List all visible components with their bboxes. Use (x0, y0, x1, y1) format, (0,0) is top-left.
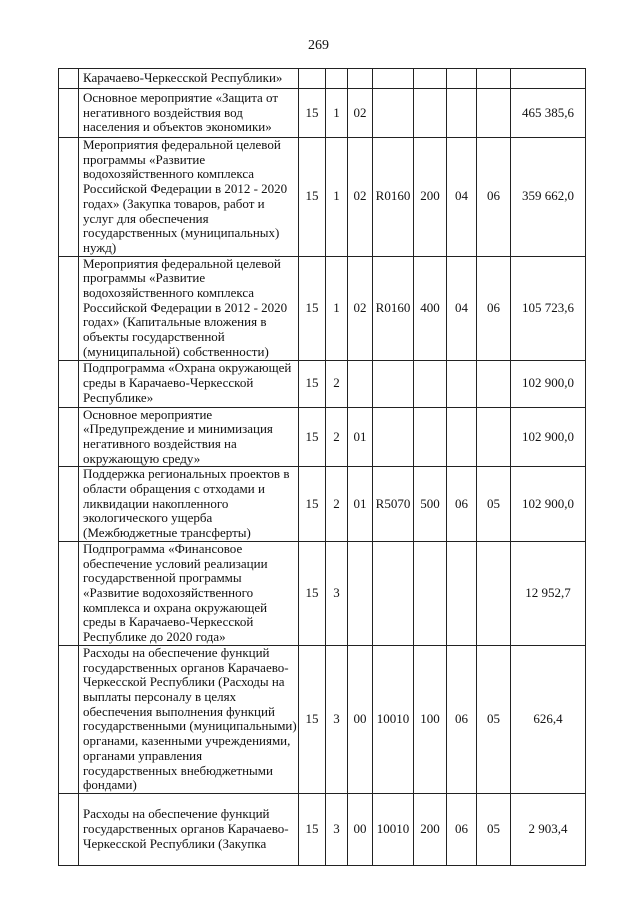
program-code-cell: 15 (299, 256, 326, 360)
direction-code-cell: R5070 (373, 467, 414, 542)
index-cell (59, 407, 79, 467)
item-name-cell: Мероприятия федеральной целевой программы «Развитие водохозяйственного комплекса Российской Федерации в 2012 - 2020 годах» (Капитальные вложения в объекты государственной (муниципальной) собственности) (79, 256, 299, 360)
expense-type-cell: 500 (414, 467, 447, 542)
subprogram-code-cell: 3 (326, 793, 348, 865)
item-name-cell: Поддержка региональных проектов в области обращения с отходами и ликвидации накопленного экологического ущерба (Межбюджетные трансферты) (79, 467, 299, 542)
subsection-cell: 05 (477, 467, 511, 542)
subprogram-code-cell: 3 (326, 541, 348, 645)
section-cell: 06 (447, 467, 477, 542)
index-cell (59, 645, 79, 793)
index-cell (59, 138, 79, 257)
subprogram-code-cell: 2 (326, 360, 348, 407)
main-activity-code-cell: 00 (348, 793, 373, 865)
direction-code-cell: 10010 (373, 793, 414, 865)
main-activity-code-cell: 02 (348, 256, 373, 360)
subsection-cell (477, 407, 511, 467)
expense-type-cell (414, 69, 447, 89)
table-row (59, 360, 586, 407)
index-cell (59, 793, 79, 865)
main-activity-code-cell: 02 (348, 138, 373, 257)
subsection-cell: 05 (477, 645, 511, 793)
item-name-cell: Подпрограмма «Финансовое обеспечение условий реализации государственной программы «Развитие водохозяйственного комплекса и охрана окружающей среды в Карачаево-Черкесской Республике до 2020 года» (79, 541, 299, 645)
subprogram-code-cell: 2 (326, 467, 348, 542)
section-cell (447, 89, 477, 138)
program-code-cell: 15 (299, 541, 326, 645)
subsection-cell (477, 89, 511, 138)
amount-cell: 102 900,0 (511, 360, 586, 407)
subsection-cell: 06 (477, 138, 511, 257)
direction-code-cell (373, 407, 414, 467)
index-cell (59, 467, 79, 542)
table-row (59, 541, 586, 645)
subprogram-code-cell: 2 (326, 407, 348, 467)
amount-cell: 105 723,6 (511, 256, 586, 360)
subprogram-code-cell: 1 (326, 138, 348, 257)
table-row (59, 467, 586, 542)
table-row (59, 793, 586, 865)
direction-code-cell: 10010 (373, 645, 414, 793)
index-cell (59, 256, 79, 360)
section-cell (447, 360, 477, 407)
table-row (59, 138, 586, 257)
table-row (59, 69, 586, 89)
item-name-cell: Подпрограмма «Охрана окружающей среды в Карачаево-Черкесской Республике» (79, 360, 299, 407)
amount-cell: 102 900,0 (511, 467, 586, 542)
expense-type-cell: 200 (414, 793, 447, 865)
main-activity-code-cell: 02 (348, 89, 373, 138)
table-row (59, 645, 586, 793)
budget-table (58, 68, 586, 866)
index-cell (59, 360, 79, 407)
subsection-cell: 05 (477, 793, 511, 865)
subprogram-code-cell: 1 (326, 89, 348, 138)
subsection-cell (477, 69, 511, 89)
amount-cell: 626,4 (511, 645, 586, 793)
section-cell (447, 541, 477, 645)
program-code-cell (299, 69, 326, 89)
program-code-cell: 15 (299, 138, 326, 257)
amount-cell: 102 900,0 (511, 407, 586, 467)
main-activity-code-cell (348, 360, 373, 407)
program-code-cell: 15 (299, 645, 326, 793)
subprogram-code-cell: 3 (326, 645, 348, 793)
main-activity-code-cell (348, 69, 373, 89)
direction-code-cell: R0160 (373, 138, 414, 257)
program-code-cell: 15 (299, 793, 326, 865)
expense-type-cell: 100 (414, 645, 447, 793)
page-number: 269 (308, 38, 329, 53)
amount-cell: 12 952,7 (511, 541, 586, 645)
expense-type-cell: 200 (414, 138, 447, 257)
table-row (59, 256, 586, 360)
main-activity-code-cell: 01 (348, 407, 373, 467)
direction-code-cell (373, 360, 414, 407)
expense-type-cell (414, 89, 447, 138)
direction-code-cell (373, 541, 414, 645)
amount-cell: 465 385,6 (511, 89, 586, 138)
item-name-cell: Карачаево-Черкесской Республики» (79, 69, 299, 89)
expense-type-cell (414, 407, 447, 467)
main-activity-code-cell: 00 (348, 645, 373, 793)
subsection-cell: 06 (477, 256, 511, 360)
section-cell (447, 69, 477, 89)
section-cell (447, 407, 477, 467)
program-code-cell: 15 (299, 407, 326, 467)
item-name-cell: Мероприятия федеральной целевой программы «Развитие водохозяйственного комплекса Российской Федерации в 2012 - 2020 годах» (Закупка товаров, работ и услуг для обеспечения государственных (муниципальных) нужд) (79, 138, 299, 257)
subsection-cell (477, 360, 511, 407)
expense-type-cell (414, 360, 447, 407)
subsection-cell (477, 541, 511, 645)
item-name-cell: Расходы на обеспечение функций государственных органов Карачаево- Черкесской Республики (Закупка (79, 793, 299, 865)
program-code-cell: 15 (299, 360, 326, 407)
section-cell: 06 (447, 645, 477, 793)
amount-cell: 2 903,4 (511, 793, 586, 865)
program-code-cell: 15 (299, 467, 326, 542)
index-cell (59, 69, 79, 89)
index-cell (59, 541, 79, 645)
table-row (59, 407, 586, 467)
section-cell: 04 (447, 138, 477, 257)
direction-code-cell (373, 69, 414, 89)
main-activity-code-cell: 01 (348, 467, 373, 542)
program-code-cell: 15 (299, 89, 326, 138)
item-name-cell: Расходы на обеспечение функций государственных органов Карачаево- Черкесской Республики (Расходы на выплаты персоналу в целях обеспечения выполнения функций государственными (муниципальными) органами, казенными учреждениями, органами управления государственных внебюджетными фондами) (79, 645, 299, 793)
amount-cell (511, 69, 586, 89)
item-name-cell: Основное мероприятие «Предупреждение и минимизация негативного воздействия на окружающую среду» (79, 407, 299, 467)
section-cell: 06 (447, 793, 477, 865)
expense-type-cell (414, 541, 447, 645)
item-name-cell: Основное мероприятие «Защита от негативного воздействия вод населения и объектов экономики» (79, 89, 299, 138)
direction-code-cell (373, 89, 414, 138)
amount-cell: 359 662,0 (511, 138, 586, 257)
expense-type-cell: 400 (414, 256, 447, 360)
main-activity-code-cell (348, 541, 373, 645)
index-cell (59, 89, 79, 138)
subprogram-code-cell: 1 (326, 256, 348, 360)
subprogram-code-cell (326, 69, 348, 89)
direction-code-cell: R0160 (373, 256, 414, 360)
section-cell: 04 (447, 256, 477, 360)
table-row (59, 89, 586, 138)
